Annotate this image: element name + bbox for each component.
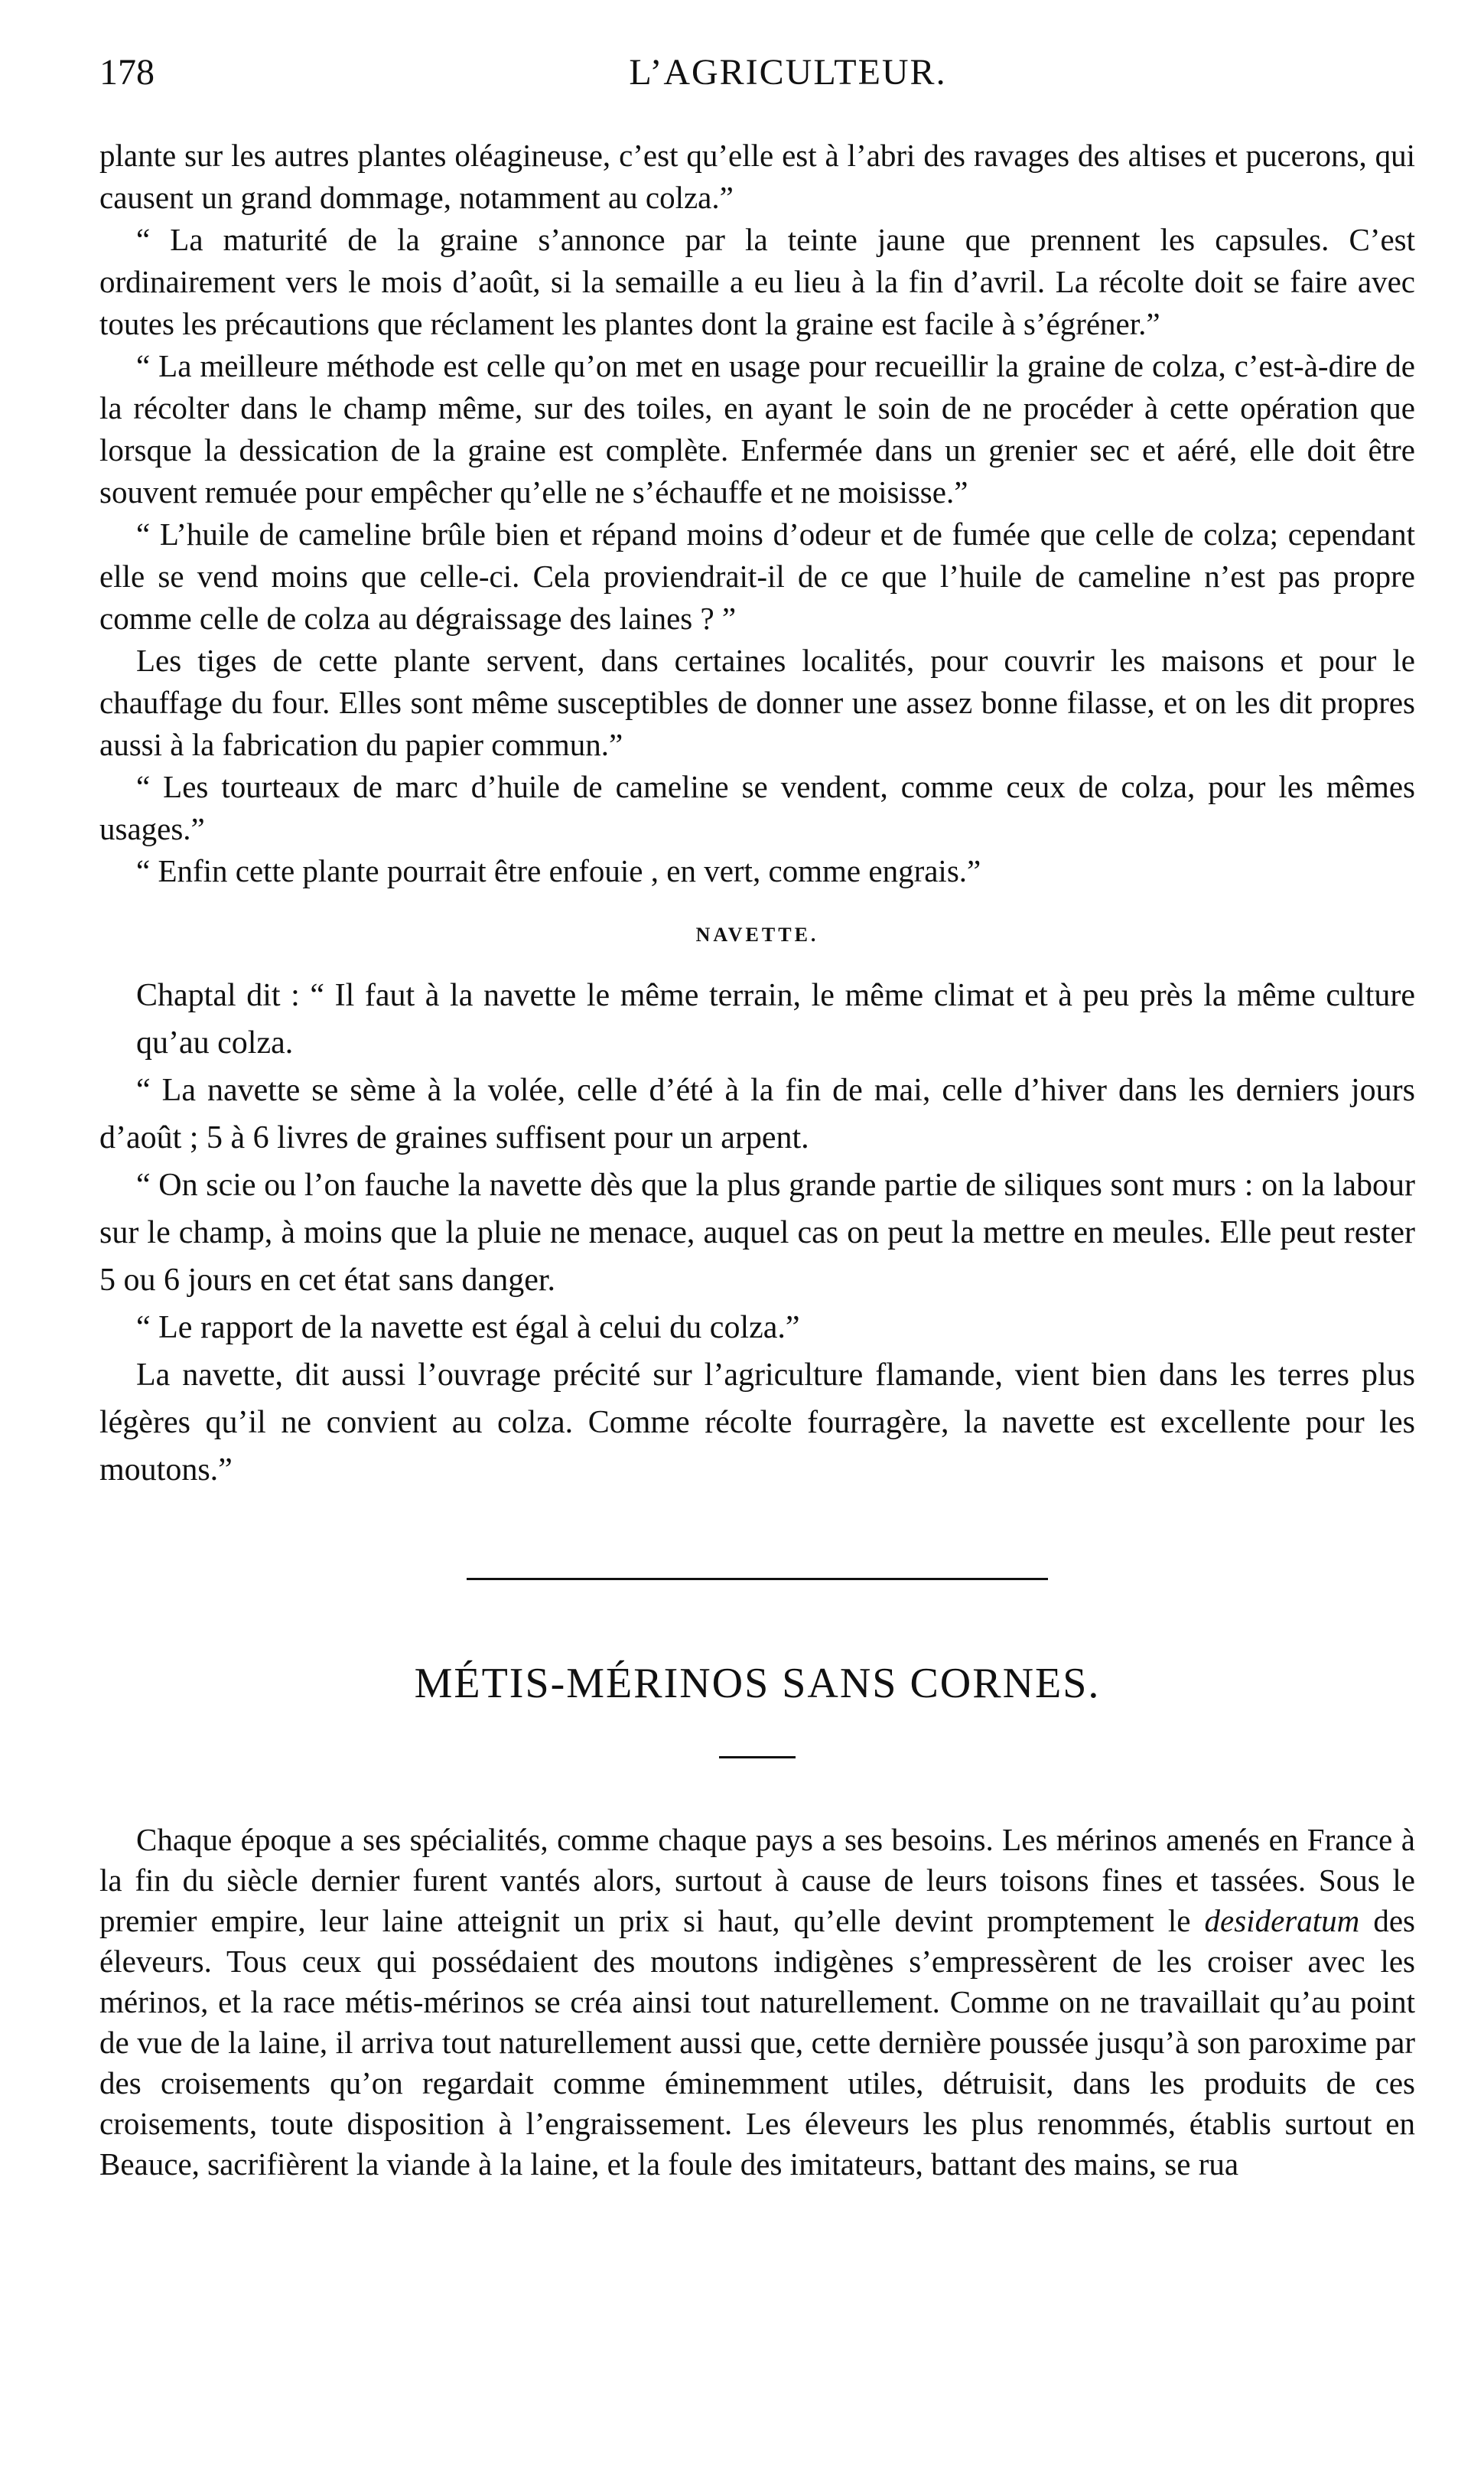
page-header bbox=[99, 46, 1415, 99]
italic-term: desideratum bbox=[1204, 1903, 1360, 1938]
paragraph: “ La maturité de la graine s’annonce par la teinte jaune que prennent les capsules. C’est ordinairement vers le mois d’août, si la semaille a eu lieu à la fin d’avril. La récolte doit se faire avec toutes les précautions que réclament les plantes dont la graine est facile à s’égréner.” bbox=[99, 222, 1415, 341]
paragraph: La navette, dit aussi l’ouvrage précité sur l’agriculture flamande, vient bien dans les terres plus légères qu’il ne convient au colza. Comme récolte fourragère, la navette est excellente pour les moutons.” bbox=[99, 1357, 1415, 1488]
book-page bbox=[99, 46, 1415, 2185]
paragraph: “ L’huile de cameline brûle bien et répand moins d’odeur et de fumée que celle de colza; cependant elle se vend moins que celle-ci. Cela proviendrait-il de ce que l’huile de cameline n’est pas propre comme celle de colza au dégraissage des laines ? ” bbox=[99, 517, 1415, 636]
navette-section bbox=[99, 972, 1415, 1494]
paragraph: plante sur les autres plantes oléagineuse, c’est qu’elle est à l’abri des ravages des altises et pucerons, qui causent un grand dommage, notamment au colza.” bbox=[99, 138, 1415, 215]
paragraph: “ La meilleure méthode est celle qu’on met en usage pour recueillir la graine de colza, c’est-à-dire de la récolter dans le champ même, sur des toiles, en ayant le soin de ne procéder à cette opération que lorsque la dessication de la graine est complète. Enfermée dans un grenier sec et aéré, elle doit être souvent remuée pour empêcher qu’elle ne s’échauffe et ne moisisse.” bbox=[99, 348, 1415, 510]
page-number: 178 bbox=[99, 52, 155, 93]
cameline-section bbox=[99, 135, 1415, 892]
paragraph: “ Les tourteaux de marc d’huile de cameline se vendent, comme ceux de colza, pour les mêmes usages.” bbox=[99, 769, 1415, 846]
article-title: MÉTIS-MÉRINOS SANS CORNES. bbox=[414, 1660, 1101, 1707]
article-text-end: des éleveurs. Tous ceux qui possédaient des moutons indigènes s’empressèrent de les croiser avec les mérinos, et la race métis-mérinos se créa ainsi tout naturellement. Comme on ne travaillait qu’au point de vue de la laine, il arriva tout naturellement aussi que, cette dernière poussée jusqu’à son paroxime par des croisements qu’on regardait comme éminemment utiles, détruisit, dans les produits de ces croisements, toute disposition à l’engraissement. Les éleveurs les plus renommés, établis surtout en Beauce, sacrifièrent la viande à la laine, et la foule des imitateurs, battant des mains, se rua bbox=[99, 1903, 1415, 2182]
section-heading: NAVETTE. bbox=[695, 924, 819, 946]
article-body bbox=[99, 1820, 1415, 2185]
article-text-start: Chaque époque a ses spécialités, comme chaque pays a ses besoins. Les mérinos amenés en France à la fin du siècle dernier furent vantés alors, surtout à cause de leurs toisons fines et tassées. Sous le premier empire, leur laine atteignit un prix si haut, qu’elle devint promptement le bbox=[99, 1822, 1415, 1938]
paragraph: Les tiges de cette plante servent, dans certaines localités, pour couvrir les maisons et pour le chauffage du four. Elles sont même susceptibles de donner une assez bonne filasse, et on les dit propres aussi à la fabrication du papier commun.” bbox=[99, 643, 1415, 762]
running-title: L’AGRICULTEUR. bbox=[629, 52, 947, 93]
paragraph: “ Le rapport de la navette est égal à celui du colza.” bbox=[136, 1310, 800, 1345]
paragraph bbox=[99, 1820, 1415, 2185]
paragraph: “ On scie ou l’on fauche la navette dès que la plus grande partie de siliques sont murs : on la labour sur le champ, à moins que la pluie ne menace, auquel cas on peut la mettre en meules. Elle peut rester 5 ou 6 jours en cet état sans danger. bbox=[99, 1168, 1415, 1298]
paragraph: Chaptal dit : “ Il faut à la navette le même terrain, le même climat et à peu près la même culture qu’au colza. bbox=[136, 978, 1415, 1061]
title-rule bbox=[719, 1756, 796, 1758]
paragraph: “ La navette se sème à la volée, celle d’été à la fin de mai, celle d’hiver dans les derniers jours d’août ; 5 à 6 livres de graines suffisent pour un arpent. bbox=[99, 1073, 1415, 1155]
section-divider bbox=[467, 1578, 1048, 1580]
paragraph: “ Enfin cette plante pourrait être enfouie , en vert, comme engrais.” bbox=[136, 853, 981, 888]
